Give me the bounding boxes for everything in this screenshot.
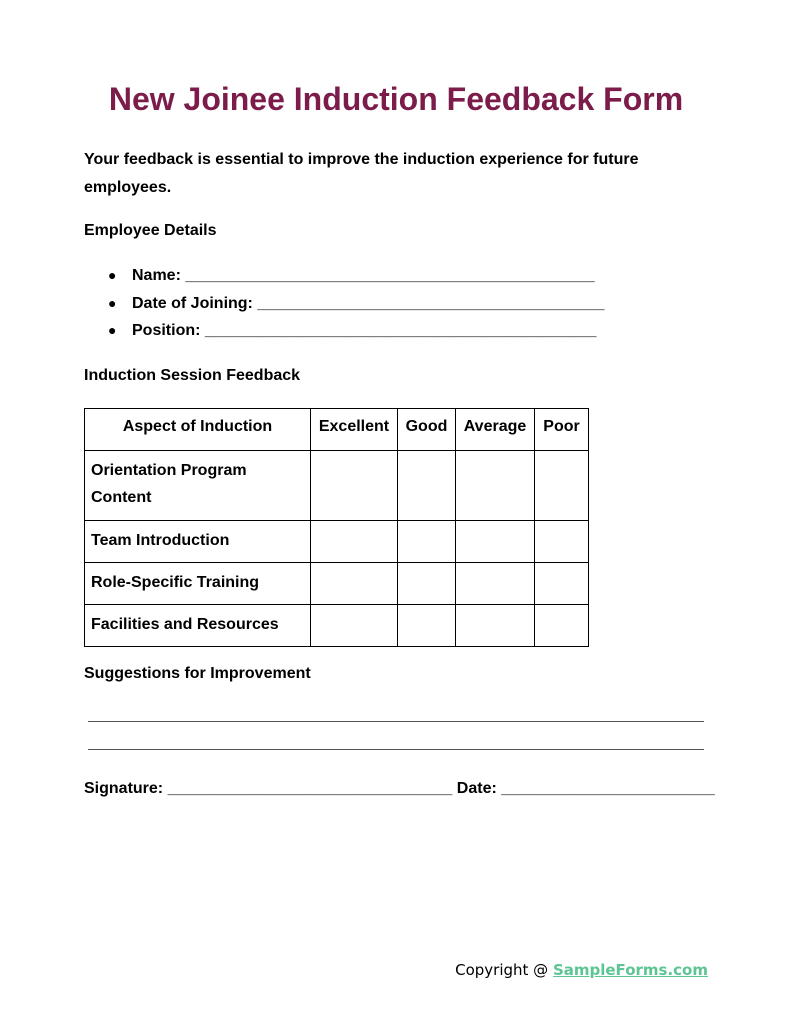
bullet-icon: ● xyxy=(108,267,117,283)
table-row xyxy=(85,563,589,605)
rating-cell-excellent[interactable] xyxy=(311,605,398,647)
column-header-good: Good xyxy=(398,409,456,451)
rating-cell-good[interactable] xyxy=(398,563,456,605)
rating-cell-average[interactable] xyxy=(456,451,535,521)
employee-details-list xyxy=(108,264,604,347)
rating-cell-good[interactable] xyxy=(398,605,456,647)
name-blank[interactable]: ______________________________________________ xyxy=(185,267,595,284)
table-row xyxy=(85,605,589,647)
column-header-excellent: Excellent xyxy=(311,409,398,451)
rating-cell-average[interactable] xyxy=(456,563,535,605)
footer-copyright xyxy=(455,961,708,979)
signature-label: Signature: xyxy=(84,780,164,797)
rating-cell-excellent[interactable] xyxy=(311,521,398,563)
aspect-cell: Role-Specific Training xyxy=(85,563,311,605)
date-of-joining-label: Date of Joining: xyxy=(132,294,253,312)
bullet-icon: ● xyxy=(108,322,117,338)
signature-row xyxy=(84,779,715,799)
date-blank[interactable]: ________________________ xyxy=(501,780,715,797)
session-feedback-heading: Induction Session Feedback xyxy=(84,367,301,384)
rating-cell-poor[interactable] xyxy=(535,563,589,605)
intro-text: Your feedback is essential to improve the induction experience for future employees. xyxy=(84,151,639,196)
rating-cell-good[interactable] xyxy=(398,521,456,563)
position-field[interactable] xyxy=(108,319,604,347)
bullet-icon: ● xyxy=(108,294,117,311)
aspect-cell: Orientation Program Content xyxy=(85,451,311,521)
feedback-table xyxy=(84,408,589,647)
name-label: Name: xyxy=(132,267,181,284)
date-of-joining-blank[interactable]: _______________________________________ xyxy=(257,294,605,312)
page-title: New Joinee Induction Feedback Form xyxy=(108,81,684,117)
rating-cell-excellent[interactable] xyxy=(311,563,398,605)
sampleforms-link[interactable]: SampleForms.com xyxy=(552,961,708,979)
rating-cell-poor[interactable] xyxy=(535,521,589,563)
signature-blank[interactable]: ________________________________ xyxy=(167,780,453,797)
column-header-poor: Poor xyxy=(535,409,589,451)
rating-cell-poor[interactable] xyxy=(535,451,589,521)
aspect-cell: Facilities and Resources xyxy=(85,605,311,647)
copyright-text: Copyright @ xyxy=(455,961,553,979)
position-blank[interactable]: ____________________________________________ xyxy=(204,322,597,339)
rating-cell-average[interactable] xyxy=(456,521,535,563)
employee-details-heading: Employee Details xyxy=(84,222,217,239)
table-row xyxy=(85,521,589,563)
table-row xyxy=(85,451,589,521)
suggestion-line[interactable] xyxy=(88,721,704,722)
aspect-cell: Team Introduction xyxy=(85,521,311,563)
position-label: Position: xyxy=(132,322,201,339)
column-header-average: Average xyxy=(456,409,535,451)
table-header-row xyxy=(85,409,589,451)
rating-cell-good[interactable] xyxy=(398,451,456,521)
rating-cell-excellent[interactable] xyxy=(311,451,398,521)
name-field[interactable] xyxy=(108,264,604,292)
suggestion-line[interactable] xyxy=(88,749,704,750)
date-of-joining-field[interactable] xyxy=(108,292,604,320)
rating-cell-average[interactable] xyxy=(456,605,535,647)
column-header-aspect: Aspect of Induction xyxy=(85,409,311,451)
date-label: Date: xyxy=(456,780,497,797)
suggestions-heading: Suggestions for Improvement xyxy=(84,665,311,682)
rating-cell-poor[interactable] xyxy=(535,605,589,647)
